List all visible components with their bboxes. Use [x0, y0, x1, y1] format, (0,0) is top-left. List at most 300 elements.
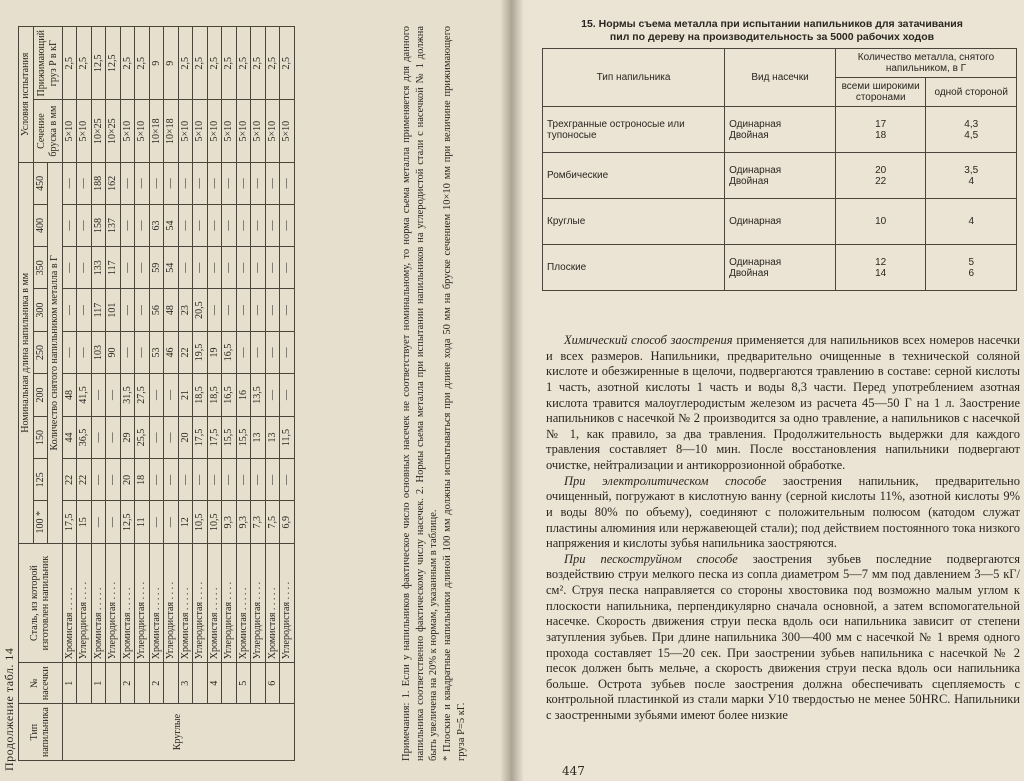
all-sides-cell — [835, 199, 926, 245]
value-cell: 20 — [120, 459, 135, 501]
steel-cell: Хромистая . . . . . — [178, 543, 193, 662]
steel-cell: Хромистая . . . . . — [207, 543, 222, 662]
value-cell: 29 — [120, 416, 135, 458]
table-row — [178, 27, 193, 761]
one-side-value: 3,5 — [964, 164, 979, 176]
value-cell: 117 — [91, 289, 106, 331]
note-text: Примечания: 1. Если у напильников фактическое число основных насечек не соответствует номинальному, то норма съема металла применяется для данного напильника соответственно фактическому числу насечек. 2. Нормы съема металла при испытании напильников на углеродистой стали с насечкой № 1 должна быть увеличена на 20% к нормам, указанным в таблице. — [401, 26, 440, 761]
section-cell: 5×10 — [77, 100, 92, 162]
value-cell: — — [149, 459, 164, 501]
cut-type-cell — [725, 153, 836, 199]
text-electrolytic: заострения напильник, предварительно очищенный, погружают в кислотную ванну (серной кислоты 11%, азотной кислоты 9% и воды 80% по объему), соединяют с положительным полюсом (катодом служат пластины алюминия или нержавеющей стали); под действием постоянного тока низкого напряжения и кислоты зубья напильника заостряются. — [546, 473, 1021, 551]
length-header: 450 — [33, 162, 48, 204]
value-cell: — — [207, 289, 222, 331]
cut-cell: 4 — [207, 663, 222, 704]
load-cell: 2,5 — [178, 27, 193, 101]
value-cell: 22 — [178, 331, 193, 373]
cut-cell: 1 — [91, 663, 106, 704]
value-cell: — — [236, 289, 251, 331]
file-type-cell: Ромбические — [543, 153, 725, 199]
value-cell: — — [62, 331, 77, 373]
value-cell: — — [62, 289, 77, 331]
value-cell: 12,5 — [120, 501, 135, 543]
table-row — [207, 27, 222, 761]
section-cell: 5×10 — [280, 100, 295, 162]
value-cell: — — [62, 247, 77, 289]
col-length: Номинальная длина напильника в мм — [19, 162, 34, 543]
value-cell: — — [91, 374, 106, 416]
value-cell: 9,3 — [236, 501, 251, 543]
value-cell: — — [62, 162, 77, 204]
value-cell: 63 — [149, 204, 164, 246]
value-cell: 18,5 — [193, 374, 208, 416]
value-cell: — — [280, 162, 295, 204]
value-cell: 9,3 — [222, 501, 237, 543]
section-cell: 5×10 — [251, 100, 266, 162]
col-cut: № насечки — [19, 663, 63, 704]
lead-electrolytic: При электролитическом способе — [564, 473, 767, 488]
length-header: 100 * — [33, 501, 48, 543]
value-cell: 41,5 — [77, 374, 92, 416]
value-cell: 27,5 — [135, 374, 150, 416]
text-chemical: применяется для напильников всех номеров насечки и всех размеров. Напильники, предварительно очищенные в технической соляной кислоте и обезжиренные в щелочи, подвергаются травлению в составе: серной кислоты 1 часть, азотной кислоты 1 часть и воды 8,3 части. Перед употреблением азотная кислота травится малоуглеродистым железом из расчета 45—50 Г на 1 л. Заострение напильников с насечкой № 2 производится за одно травление, а напильников с насечкой № 1, как правило, за два травления. Продолжительность выдержки для каждого травления составляет 8—10 мин. После восстановления напильники подвергают очистке, нейтрализации и антикоррозионной обработке. — [546, 333, 1020, 472]
cut-cell — [164, 663, 179, 704]
value-cell: — — [120, 247, 135, 289]
table-row — [120, 27, 135, 761]
value-cell: 19 — [207, 331, 222, 373]
steel-cell: Хромистая . . . . . — [265, 543, 280, 662]
all-sides-cell — [835, 245, 926, 291]
all-sides-value: 18 — [875, 129, 887, 141]
value-cell: — — [251, 289, 266, 331]
col-section: Сечение бруска в мм — [33, 100, 62, 162]
value-cell: — — [91, 501, 106, 543]
value-cell: — — [280, 331, 295, 373]
one-side-value: 4 — [968, 216, 974, 227]
value-cell: 31,5 — [120, 374, 135, 416]
section-cell: 5×10 — [222, 100, 237, 162]
table-row — [193, 27, 208, 761]
value-cell: 46 — [164, 331, 179, 373]
one-side-cell — [926, 107, 1017, 153]
value-cell: 10,5 — [193, 501, 208, 543]
table-row — [543, 107, 1017, 153]
cut-cell — [222, 663, 237, 704]
value-cell: — — [265, 331, 280, 373]
value-cell: — — [120, 289, 135, 331]
value-cell: — — [222, 459, 237, 501]
section-cell: 10×25 — [106, 100, 121, 162]
value-cell: — — [178, 247, 193, 289]
value-cell: 11,5 — [280, 416, 295, 458]
col-conditions: Условия испытания — [19, 27, 34, 163]
steel-cell: Углеродистая . . . . — [222, 543, 237, 662]
value-cell: 188 — [91, 162, 106, 204]
value-cell: 21 — [178, 374, 193, 416]
load-cell: 2,5 — [120, 27, 135, 101]
value-cell: — — [222, 162, 237, 204]
table-row — [265, 27, 280, 761]
table-15-title — [552, 18, 992, 44]
cut-cell: 5 — [236, 663, 251, 704]
value-cell: 16,5 — [222, 331, 237, 373]
section-cell: 5×10 — [207, 100, 222, 162]
value-cell: 162 — [106, 162, 121, 204]
value-cell: — — [149, 416, 164, 458]
load-cell: 2,5 — [77, 27, 92, 101]
table-row — [543, 153, 1017, 199]
cut-cell: 2 — [149, 663, 164, 704]
file-type-cell: Плоские — [543, 245, 725, 291]
value-cell: — — [265, 162, 280, 204]
section-cell: 10×18 — [164, 100, 179, 162]
cut-type-line: Одинарная — [729, 118, 782, 130]
book-gutter — [500, 0, 524, 781]
steel-cell: Углеродистая . . . . — [251, 543, 266, 662]
value-cell: 13 — [265, 416, 280, 458]
steel-cell: Хромистая . . . . . — [91, 543, 106, 662]
steel-cell: Хромистая . . . . . — [62, 543, 77, 662]
section-cell: 5×10 — [135, 100, 150, 162]
steel-cell: Углеродистая . . . . — [164, 543, 179, 662]
title-line-2: пил по дереву на производительность за 5000 рабочих ходов — [609, 31, 935, 44]
load-cell: 12,5 — [106, 27, 121, 101]
right-page — [512, 0, 1024, 781]
value-cell: — — [106, 416, 121, 458]
title-line-1: 15. Нормы съема металла при испытании напильников для затачивания — [581, 18, 963, 30]
cut-cell: 1 — [62, 663, 77, 704]
value-cell: 15,5 — [236, 416, 251, 458]
value-cell: — — [178, 459, 193, 501]
cut-type-cell — [725, 245, 836, 291]
value-cell: 117 — [106, 247, 121, 289]
value-cell: 22 — [62, 459, 77, 501]
value-cell: — — [106, 501, 121, 543]
value-cell: 15 — [77, 501, 92, 543]
value-cell: 137 — [106, 204, 121, 246]
steel-cell: Углеродистая . . . . — [280, 543, 295, 662]
value-cell: — — [236, 459, 251, 501]
section-cell: 5×10 — [265, 100, 280, 162]
value-cell: — — [135, 162, 150, 204]
value-cell: — — [77, 331, 92, 373]
value-cell: — — [135, 331, 150, 373]
value-cell: — — [193, 247, 208, 289]
table-row — [91, 27, 106, 761]
length-header: 350 — [33, 247, 48, 289]
value-cell: 17,5 — [207, 416, 222, 458]
file-wear-table — [18, 26, 295, 761]
value-cell: — — [236, 204, 251, 246]
value-cell: — — [251, 331, 266, 373]
one-side-value: 5 — [968, 256, 974, 268]
cut-type-line: Одинарная — [729, 256, 782, 268]
value-cell: — — [236, 162, 251, 204]
length-header: 125 — [33, 459, 48, 501]
cut-cell — [280, 663, 295, 704]
value-cell: 10,5 — [207, 501, 222, 543]
table-continuation-label: Продолжение табл. 14 — [2, 647, 16, 771]
table-row — [164, 27, 179, 761]
value-cell: — — [265, 459, 280, 501]
length-header: 200 — [33, 374, 48, 416]
col-qty: Количество снятого напильником металла в Г — [48, 162, 63, 543]
load-cell: 2,5 — [280, 27, 295, 101]
cut-cell: 6 — [265, 663, 280, 704]
value-cell: 48 — [62, 374, 77, 416]
table-row — [106, 27, 121, 761]
value-cell: 22 — [77, 459, 92, 501]
cut-cell — [135, 663, 150, 704]
cut-type-line: Одинарная — [729, 216, 782, 227]
file-type-cell: Круглые — [543, 199, 725, 245]
load-cell: 2,5 — [207, 27, 222, 101]
right-table-body — [543, 107, 1017, 291]
value-cell: 18,5 — [207, 374, 222, 416]
value-cell: 13,5 — [251, 374, 266, 416]
section-cell: 5×10 — [193, 100, 208, 162]
value-cell: — — [135, 289, 150, 331]
paragraph-chemical — [546, 333, 1020, 474]
value-cell: 7,3 — [251, 501, 266, 543]
table-row — [62, 27, 77, 761]
one-side-value: 4,3 — [964, 118, 979, 130]
all-sides-cell — [835, 107, 926, 153]
lead-chemical: Химический способ заострения — [564, 333, 733, 347]
table-notes — [400, 26, 468, 761]
table-row — [543, 199, 1017, 245]
value-cell: — — [135, 247, 150, 289]
cut-cell — [106, 663, 121, 704]
load-cell: 2,5 — [236, 27, 251, 101]
value-cell: — — [91, 416, 106, 458]
table-row — [149, 27, 164, 761]
value-cell: 90 — [106, 331, 121, 373]
value-cell: — — [135, 204, 150, 246]
one-side-value: 6 — [968, 267, 974, 279]
value-cell: — — [222, 204, 237, 246]
value-cell: 133 — [91, 247, 106, 289]
load-cell: 2,5 — [193, 27, 208, 101]
value-cell: — — [149, 162, 164, 204]
value-cell: — — [164, 162, 179, 204]
value-cell: 53 — [149, 331, 164, 373]
value-cell: — — [207, 204, 222, 246]
file-type-cell: Трехгранные остроносые или тупоносые — [543, 107, 725, 153]
value-cell: 17,5 — [193, 416, 208, 458]
value-cell: — — [193, 162, 208, 204]
length-header: 300 — [33, 289, 48, 331]
load-cell: 2,5 — [251, 27, 266, 101]
paragraph-sandblast — [546, 552, 1020, 724]
cut-cell — [77, 663, 92, 704]
value-cell: — — [280, 374, 295, 416]
page-number: 447 — [562, 764, 585, 778]
load-cell: 9 — [149, 27, 164, 101]
cut-type-line: Двойная — [729, 267, 769, 279]
paragraph-electrolytic — [546, 474, 1020, 552]
table-row — [251, 27, 266, 761]
value-cell: 18 — [135, 459, 150, 501]
value-cell: — — [280, 247, 295, 289]
one-side-value: 4,5 — [964, 129, 979, 141]
value-cell: 23 — [178, 289, 193, 331]
value-cell: — — [77, 162, 92, 204]
all-sides-value: 10 — [875, 216, 887, 227]
steel-cell: Углеродистая . . . . — [135, 543, 150, 662]
rt-col-type: Тип напильника — [543, 49, 725, 107]
value-cell: — — [77, 204, 92, 246]
cut-cell: 3 — [178, 663, 193, 704]
length-header: 400 — [33, 204, 48, 246]
saw-file-table — [542, 48, 1017, 291]
value-cell: — — [164, 501, 179, 543]
all-sides-value: 17 — [875, 118, 887, 130]
load-cell: 2,5 — [135, 27, 150, 101]
value-cell: 7,5 — [265, 501, 280, 543]
value-cell: — — [265, 374, 280, 416]
steel-cell: Хромистая . . . . . — [120, 543, 135, 662]
value-cell: — — [164, 416, 179, 458]
value-cell: 25,5 — [135, 416, 150, 458]
value-cell: — — [120, 331, 135, 373]
col-steel: Сталь, из которой изготовлен напильник — [19, 543, 63, 662]
cut-cell — [193, 663, 208, 704]
value-cell: — — [120, 204, 135, 246]
value-cell: 158 — [91, 204, 106, 246]
value-cell: — — [265, 289, 280, 331]
value-cell: — — [280, 289, 295, 331]
table-row — [77, 27, 92, 761]
one-side-cell — [926, 199, 1017, 245]
value-cell: — — [77, 247, 92, 289]
value-cell: — — [280, 204, 295, 246]
value-cell: — — [178, 204, 193, 246]
value-cell: — — [222, 289, 237, 331]
value-cell: 56 — [149, 289, 164, 331]
value-cell: 48 — [164, 289, 179, 331]
value-cell: — — [207, 459, 222, 501]
value-cell: — — [164, 374, 179, 416]
value-cell: 16 — [236, 374, 251, 416]
value-cell: 54 — [164, 247, 179, 289]
value-cell: — — [265, 247, 280, 289]
cut-type-line: Одинарная — [729, 164, 782, 176]
steel-cell: Углеродистая . . . . — [193, 543, 208, 662]
section-cell: 5×10 — [178, 100, 193, 162]
value-cell: 54 — [164, 204, 179, 246]
all-sides-value: 12 — [875, 256, 887, 268]
value-cell: 59 — [149, 247, 164, 289]
lead-sandblast: При пескоструйном способе — [564, 551, 738, 566]
value-cell: — — [265, 204, 280, 246]
value-cell: 16,5 — [222, 374, 237, 416]
steel-cell: Хромистая . . . . . — [236, 543, 251, 662]
body-text — [546, 333, 1020, 724]
load-cell: 9 — [164, 27, 179, 101]
value-cell: — — [106, 459, 121, 501]
text-sandblast: заострения зубьев последние подвергаются воздействию струи мелкого песка из сопла диаметром 5—7 мм под давлением 3—5 кГ/см². Струя песка направляется со стороны хвостовика под возможно малым углом к плоскости напильника, перпендикулярно сначала основной, а затем вспомогательной насечке. Скорость движения струи песка вдоль оси напильника зависит от степени затупления зубьев. При длине напильника 300—400 мм с насечкой № 1 время одного прохода составляет 15—20 сек. При заострении зубьев напильника с насечкой № 2 песок должен быть мельче, а скорость движения струи песка вдоль оси напильника больше. Острота зубьев после заострения должна обеспечивать сцепляемость с контрольной пластинкой из стали марки У10 твердостью не менее 50HRC. Напильники с заостренными зубьями имеют более низкие — [546, 551, 1020, 722]
col-load: Прижимающий груз P в кГ — [33, 27, 62, 101]
value-cell: 15,5 — [222, 416, 237, 458]
value-cell: — — [193, 204, 208, 246]
section-cell: 10×18 — [149, 100, 164, 162]
length-header: 150 — [33, 416, 48, 458]
value-cell: 13 — [251, 416, 266, 458]
value-cell: — — [251, 162, 266, 204]
value-cell: — — [164, 459, 179, 501]
footnote-text: * Плоские и квадратные напильники длиной 100 мм должны испытываться при длине хода 50 мм на бруске сечением 10×10 мм при величине прижимающего груза P=5 кГ. — [441, 26, 467, 761]
value-cell: — — [222, 247, 237, 289]
rt-col-cut: Вид насечки — [725, 49, 836, 107]
rt-col-all-sides: всеми широкими сторонами — [835, 78, 926, 107]
value-cell: — — [178, 162, 193, 204]
value-cell: 103 — [91, 331, 106, 373]
value-cell: — — [106, 374, 121, 416]
value-cell: — — [193, 459, 208, 501]
cut-type-line: Двойная — [729, 129, 769, 141]
value-cell: 11 — [135, 501, 150, 543]
steel-cell: Углеродистая . . . . — [77, 543, 92, 662]
value-cell: 101 — [106, 289, 121, 331]
table-row — [135, 27, 150, 761]
table-row — [222, 27, 237, 761]
steel-cell: Углеродистая . . . . — [106, 543, 121, 662]
load-cell: 2,5 — [62, 27, 77, 101]
value-cell: 19,5 — [193, 331, 208, 373]
load-cell: 2,5 — [222, 27, 237, 101]
section-cell: 5×10 — [236, 100, 251, 162]
value-cell: 17,5 — [62, 501, 77, 543]
table-row — [543, 245, 1017, 291]
cut-cell — [251, 663, 266, 704]
value-cell: — — [207, 162, 222, 204]
load-cell: 12,5 — [91, 27, 106, 101]
cut-type-cell — [725, 107, 836, 153]
value-cell: — — [149, 374, 164, 416]
all-sides-value: 22 — [875, 175, 887, 187]
cut-type-cell — [725, 199, 836, 245]
value-cell: — — [251, 204, 266, 246]
value-cell: 20,5 — [193, 289, 208, 331]
one-side-value: 4 — [968, 175, 974, 187]
cut-type-line: Двойная — [729, 175, 769, 187]
col-type: Тип напильника — [19, 704, 63, 761]
value-cell: 12 — [178, 501, 193, 543]
table-row — [280, 27, 295, 761]
steel-cell: Хромистая . . . . . — [149, 543, 164, 662]
type-cell: Круглые — [62, 704, 294, 761]
section-cell: 10×25 — [91, 100, 106, 162]
one-side-cell — [926, 153, 1017, 199]
value-cell: — — [62, 204, 77, 246]
value-cell: 20 — [178, 416, 193, 458]
section-cell: 5×10 — [62, 100, 77, 162]
value-cell: — — [120, 162, 135, 204]
rotated-table-area — [0, 0, 505, 781]
value-cell: — — [236, 331, 251, 373]
rt-col-one-side: одной стороной — [926, 78, 1017, 107]
all-sides-value: 14 — [875, 267, 887, 279]
value-cell: — — [207, 247, 222, 289]
one-side-cell — [926, 245, 1017, 291]
value-cell: 6,9 — [280, 501, 295, 543]
value-cell: — — [251, 247, 266, 289]
section-cell: 5×10 — [120, 100, 135, 162]
length-header: 250 — [33, 331, 48, 373]
value-cell: — — [77, 289, 92, 331]
rt-col-qty: Количество металла, снятого напильником, в Г — [835, 49, 1016, 78]
